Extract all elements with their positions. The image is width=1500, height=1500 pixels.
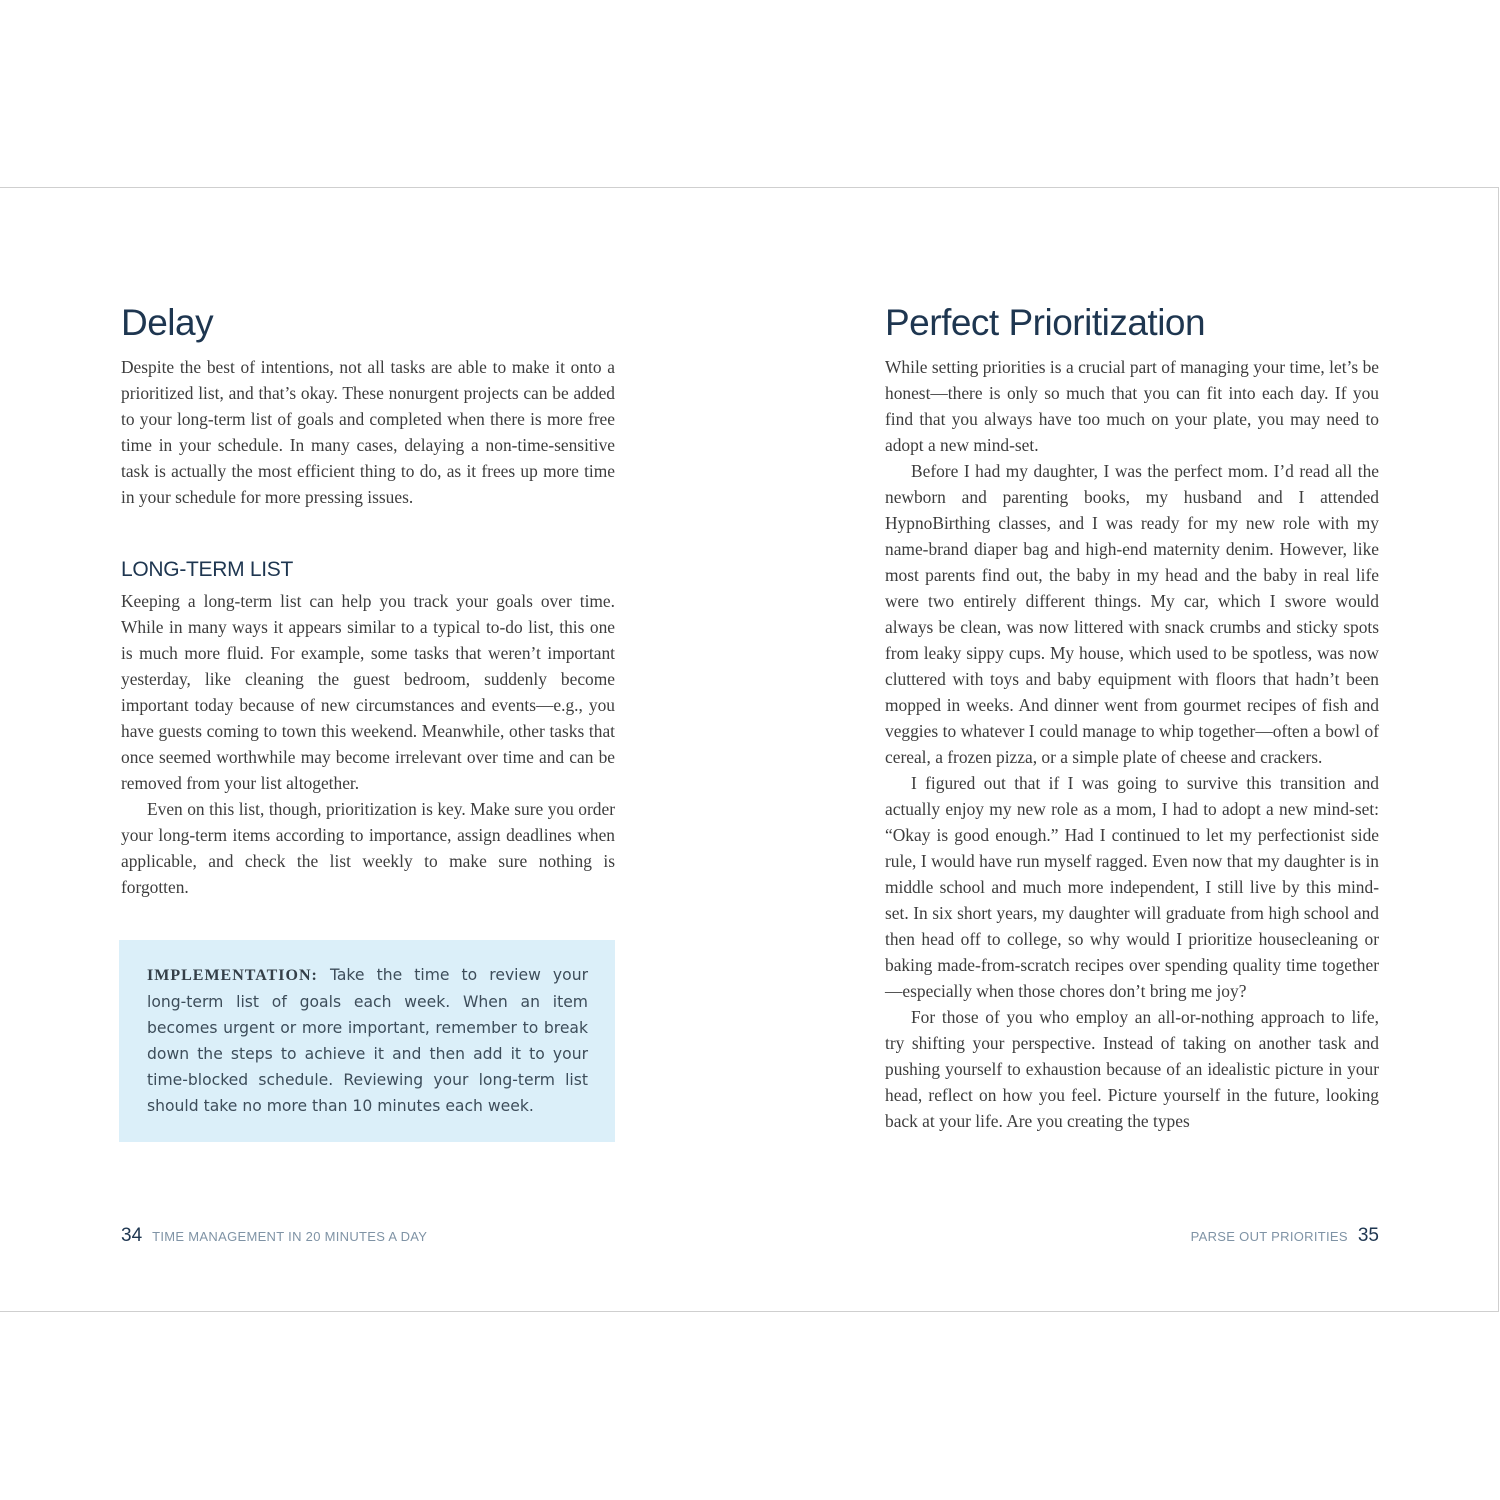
prioritization-paragraph-3: I figured out that if I was going to survive this transition and actually enjoy my new role as a mom, I had to adopt a new mind-set: “Okay is good enough.” Had I continued to let my perfectionist side rule, I would have run myself ragged. Even now that my daughter is in middle school and much more independent, I still live by this mind-set. In six short years, my daughter will graduate from high school and then head off to college, so why would I prioritize housecleaning or baking made-from-scratch recipes over spending quality time together—especially when those chores don’t bring me joy? <box>885 773 1379 1001</box>
prioritization-paragraph-2: Before I had my daughter, I was the perfect mom. I’d read all the newborn and parenting books, my husband and I attended HypnoBirthing classes, and I was ready for my new role with my name-brand diaper bag and high-end maternity denim. However, like most parents find out, the baby in my head and the baby in real life were two entirely different things. My car, which I swore would always be clean, was now littered with snack crumbs and sticky spots from leaky sippy cups. My house, which used to be spotless, was now cluttered with toys and baby equipment with floors that hadn’t been mopped in weeks. And dinner went from gourmet recipes of fish and veggies to whatever I could manage to whip together—often a bowl of cereal, a frozen pizza, or a simple plate of cheese and crackers. <box>885 461 1379 767</box>
prioritization-paragraph-4: For those of you who employ an all-or-nothing approach to life, try shifting your perspective. Instead of taking on another task and pushing yourself to exhaustion because of an idealistic picture in your head, reflect on how you feel. Picture yourself in the future, looking back at your life. Are you creating the types <box>885 1007 1379 1131</box>
long-term-paragraph-1: Keeping a long-term list can help you track your goals over time. While in many ways it appears similar to a typical to-do list, this one is much more fluid. For example, some tasks that weren’t important yesterday, like cleaning the guest bedroom, suddenly become important today because of new circumstances and events—e.g., you have guests coming to town this weekend. Meanwhile, other tasks that once seemed worthwhile may become irrelevant over time and can be removed from your list altogether. <box>121 591 615 793</box>
long-term-paragraph-2: Even on this list, though, prioritization is key. Make sure you order your long-term items according to importance, assign deadlines when applicable, and check the list weekly to make sure nothing is forgotten. <box>121 799 615 897</box>
long-term-list-body <box>121 588 615 900</box>
running-head: TIME MANAGEMENT IN 20 MINUTES A DAY <box>152 1229 428 1244</box>
right-footer <box>1191 1225 1379 1247</box>
callout-text: Take the time to review your long-term list of goals each week. When an item becomes urgent or more important, remember to break down the steps to achieve it and then add it to your time-blocked schedule. Reviewing your long-term list should take no more than 10 minutes each week. <box>147 966 588 1115</box>
prioritization-paragraph-1: While setting priorities is a crucial part of managing your time, let’s be honest—there is only so much that you can fit into each day. If you find that you always have too much on your plate, you may need to adopt a new mind-set. <box>885 357 1379 455</box>
running-head: PARSE OUT PRIORITIES <box>1190 1229 1348 1244</box>
left-page <box>121 188 615 1311</box>
section-heading-perfect-prioritization: Perfect Prioritization <box>885 302 1206 343</box>
delay-paragraph: Despite the best of intentions, not all tasks are able to make it onto a prioritized list, and that’s okay. These nonurgent projects can be added to your long-term list of goals and completed when there is more free time in your schedule. In many cases, delaying a non-time-sensitive task is actually the most efficient thing to do, as it frees up more time in your schedule for more pressing issues. <box>121 357 615 507</box>
callout-body <box>147 962 588 1119</box>
implementation-callout <box>119 940 615 1142</box>
book-spread <box>0 187 1499 1312</box>
left-footer <box>121 1225 427 1247</box>
subheading-long-term-list: LONG-TERM LIST <box>121 558 293 581</box>
page-number: 34 <box>121 1225 143 1246</box>
prioritization-body <box>885 354 1379 1134</box>
page-number: 35 <box>1357 1225 1379 1246</box>
section-heading-delay: Delay <box>121 302 214 343</box>
callout-label: IMPLEMENTATION: <box>147 967 318 984</box>
delay-body <box>121 354 615 510</box>
right-page <box>885 188 1379 1311</box>
